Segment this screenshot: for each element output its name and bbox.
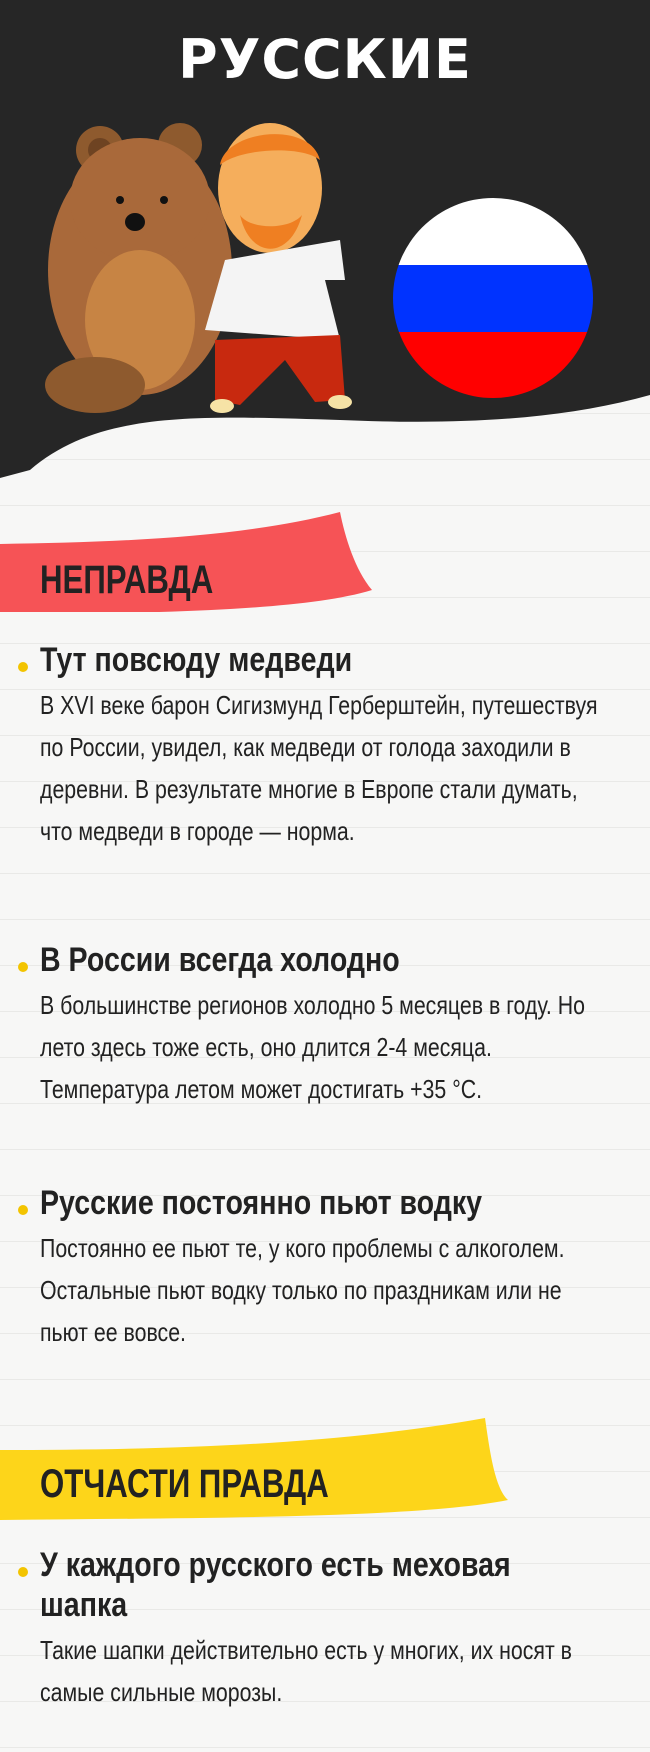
section-label-false: НЕПРАВДА <box>40 558 214 602</box>
page-title: РУССКИЕ <box>178 28 472 91</box>
list-item <box>40 1545 620 1713</box>
item-title: В России всегда холодно <box>40 941 400 979</box>
bear-and-man-illustration <box>40 120 380 420</box>
bullet-icon <box>18 662 28 672</box>
list-item <box>40 1183 620 1353</box>
bear-icon <box>45 123 232 413</box>
item-body: Постоянно ее пьют те, у кого проблемы с алкоголем. Остальные пьют водку только по праздникам или не пьют ее вовсе. <box>40 1233 565 1347</box>
list-item <box>40 640 620 852</box>
list-item <box>40 940 620 1110</box>
item-title: У каждого русского есть меховая шапка <box>40 1546 511 1624</box>
item-body: В XVI веке барон Сигизмунд Герберштейн, путешествуя по России, увидел, как медведи от голода заходили в деревни. В результате многие в Европе стали думать, что медведи в городе — норма. <box>40 690 598 846</box>
item-title: Русские постоянно пьют водку <box>40 1184 483 1222</box>
section-label-partly-true: ОТЧАСТИ ПРАВДА <box>40 1462 329 1506</box>
russian-flag-icon <box>393 198 593 398</box>
item-body: В большинстве регионов холодно 5 месяцев в году. Но лето здесь тоже есть, оно длится 2-4 месяца. Температура летом может достигать +35 °C. <box>40 990 585 1104</box>
man-icon <box>205 123 352 413</box>
item-title: Тут повсюду медведи <box>40 641 353 679</box>
header <box>0 0 650 480</box>
bullet-icon <box>18 1205 28 1215</box>
bullet-icon <box>18 1567 28 1577</box>
bullet-icon <box>18 962 28 972</box>
item-body: Такие шапки действительно есть у многих, их носят в самые сильные морозы. <box>40 1635 572 1707</box>
